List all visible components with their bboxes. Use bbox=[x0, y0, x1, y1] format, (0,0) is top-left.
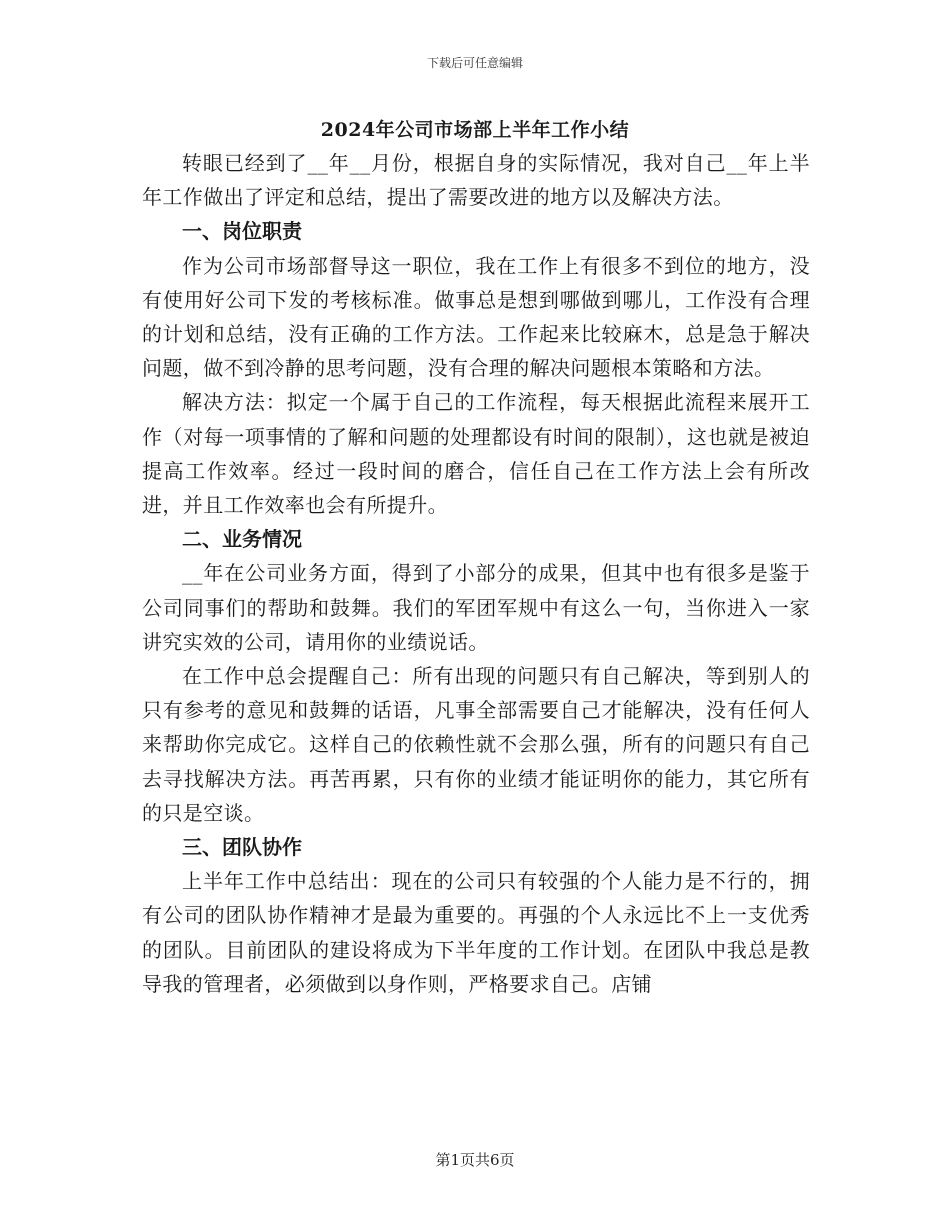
paragraph: 解决方法：拟定一个属于自己的工作流程，每天根据此流程来展开工作（对每一项事情的了解和问题的处理都设有时间的限制），这也就是被迫提高工作效率。经过一段时间的磨合，信任自己在工作方法上会有所改进，并且工作效率也会有所提升。 bbox=[142, 390, 810, 518]
page-footer: 第1页共6页 bbox=[435, 1151, 515, 1169]
document-title: 2024年公司市场部上半年工作小结 bbox=[320, 119, 630, 141]
section-heading-teamwork: 三、团队协作 bbox=[182, 835, 302, 860]
section-heading-business: 二、业务情况 bbox=[182, 527, 302, 552]
paragraph: 上半年工作中总结出：现在的公司只有较强的个人能力是不行的，拥有公司的团队协作精神才是最为重要的。再强的个人永远比不上一支优秀的团队。目前团队的建设将成为下半年度的工作计划。在团队中我总是教导我的管理者，必须做到以身作则，严格要求自己。店铺 bbox=[142, 869, 810, 996]
paragraph: 在工作中总会提醒自己：所有出现的问题只有自己解决，等到别人的只有参考的意见和鼓舞的话语，凡事全部需要自己才能解决，没有任何人来帮助你完成它。这样自己的依赖性就不会那么强，所有的问题只有自己去寻找解决方法。再苦再累，只有你的业绩才能证明你的能力，其它所有的只是空谈。 bbox=[142, 664, 810, 825]
header-note: 下载后可任意编辑 bbox=[426, 56, 523, 70]
intro-paragraph: 转眼已经到了__年__月份，根据自身的实际情况，我对自己__年上半年工作做出了评定和总结，提出了需要改进的地方以及解决方法。 bbox=[142, 151, 810, 210]
section-heading-duties: 一、岗位职责 bbox=[182, 219, 302, 244]
paragraph: __年在公司业务方面，得到了小部分的成果，但其中也有很多是鉴于公司同事们的帮助和鼓舞。我们的军团军规中有这么一句，当你进入一家讲究实效的公司，请用你的业绩说话。 bbox=[142, 561, 810, 654]
paragraph: 作为公司市场部督导这一职位，我在工作上有很多不到位的地方，没有使用好公司下发的考核标准。做事总是想到哪做到哪儿，工作没有合理的计划和总结，没有正确的工作方法。工作起来比较麻木，总是急于解决问题，做不到冷静的思考问题，没有合理的解决问题根本策略和方法。 bbox=[142, 253, 810, 381]
document-body bbox=[142, 146, 810, 1001]
